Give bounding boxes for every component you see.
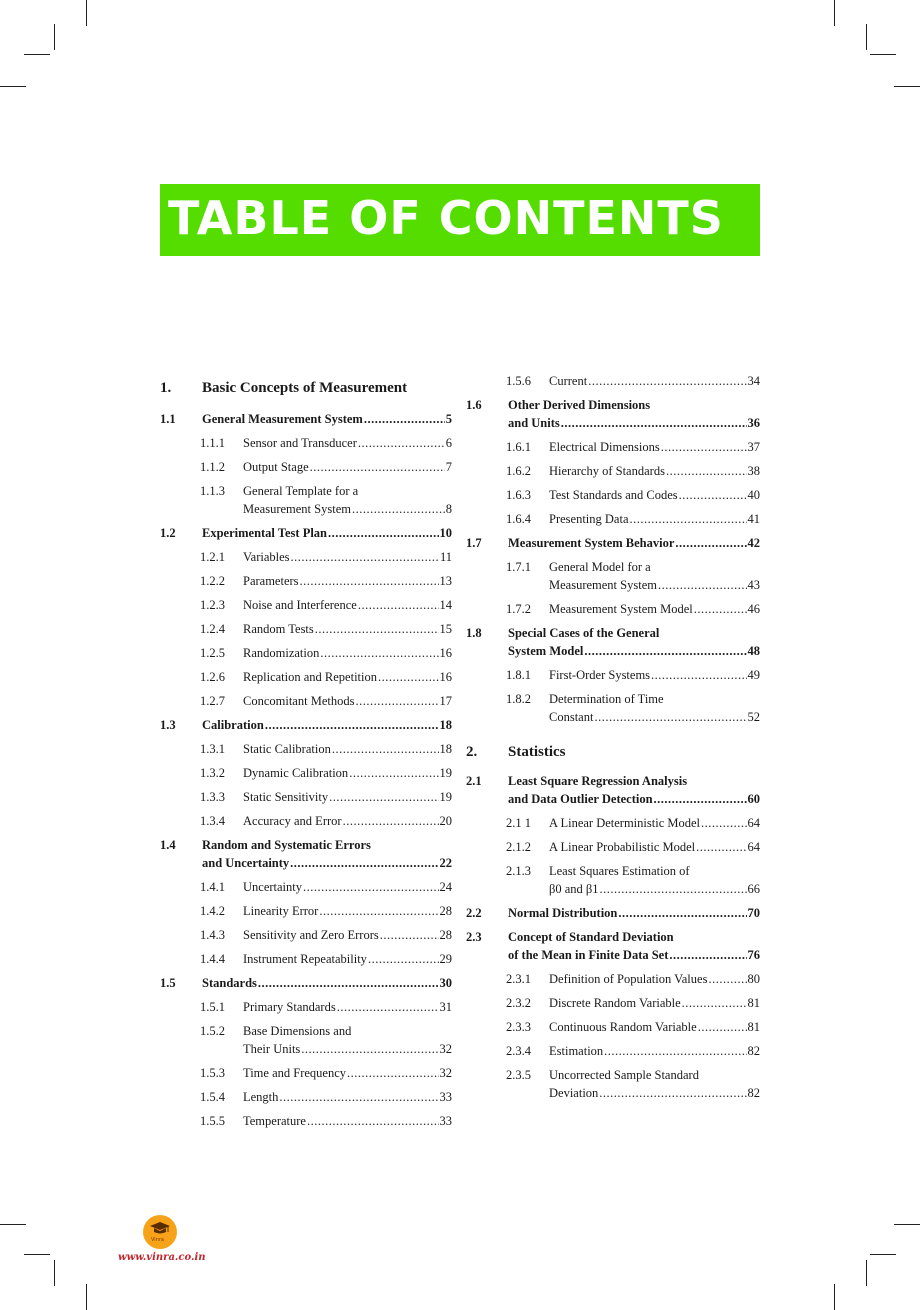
chapter-number: 2. [466, 744, 478, 760]
toc-subsection [466, 862, 760, 898]
dot-leader [315, 620, 439, 638]
entry-number: 1.5.3 [200, 1066, 225, 1080]
toc-entry-list [466, 772, 760, 1102]
toc-subsection [466, 1066, 760, 1102]
crop-mark [86, 0, 87, 26]
entry-number: 1.4.4 [200, 952, 225, 966]
entry-title: General Measurement System [202, 412, 363, 426]
entry-title: Randomization [243, 646, 320, 660]
page-number: 49 [747, 668, 760, 682]
crop-mark [24, 54, 50, 55]
entry-number: 1.6.2 [506, 464, 531, 478]
entry-number: 1.7.2 [506, 602, 531, 616]
entry-title: Constant [549, 710, 594, 724]
entry-number: 1.5.5 [200, 1114, 225, 1128]
toc-subsection [160, 620, 452, 638]
entry-number: 1.3.2 [200, 766, 225, 780]
dot-leader [708, 970, 746, 988]
chapter-heading [160, 376, 452, 400]
entry-number: 1.2.7 [200, 694, 225, 708]
page-number: 31 [439, 1000, 452, 1014]
toc-subsection [466, 814, 760, 832]
page-number: 70 [747, 906, 760, 920]
toc-subsection [160, 740, 452, 758]
entry-number: 2.3.2 [506, 996, 531, 1010]
dot-leader [300, 572, 439, 590]
entry-number: 1.3.1 [200, 742, 225, 756]
entry-number: 1.8 [466, 626, 482, 640]
entry-title: Random Tests [243, 622, 314, 636]
entry-title: Measurement System Behavior [508, 536, 675, 550]
entry-number: 1.1.3 [200, 484, 225, 498]
dot-leader [588, 372, 746, 390]
dot-leader [364, 410, 445, 428]
entry-number: 1.6.4 [506, 512, 531, 526]
dot-leader [682, 994, 747, 1012]
page-number: 5 [445, 412, 452, 426]
entry-title: Accuracy and Error [243, 814, 342, 828]
dot-leader [654, 790, 747, 808]
entry-number: 1.4.1 [200, 880, 225, 894]
toc-section [466, 624, 760, 660]
entry-number: 1.8.2 [506, 692, 531, 706]
entry-number: 1.5.1 [200, 1000, 225, 1014]
page-number: 8 [445, 502, 452, 516]
entry-title: General Template for a [243, 484, 359, 498]
toc-subsection [160, 878, 452, 896]
entry-title: Electrical Dimensions [549, 440, 660, 454]
entry-title: Static Sensitivity [243, 790, 329, 804]
dot-leader [604, 1042, 746, 1060]
dot-leader [320, 644, 438, 662]
entry-number: 1.2 [160, 526, 176, 540]
toc-subsection [160, 434, 452, 452]
page-number: 32 [439, 1066, 452, 1080]
entry-number: 1.1 [160, 412, 176, 426]
page-number: 30 [439, 976, 452, 990]
dot-leader [349, 764, 438, 782]
crop-mark [24, 1254, 50, 1255]
toc-section [466, 772, 760, 808]
entry-number: 1.2.1 [200, 550, 225, 564]
dot-leader [337, 998, 439, 1016]
toc-subsection [160, 1064, 452, 1082]
toc-subsection [160, 692, 452, 710]
page-number: 60 [747, 792, 760, 806]
entry-number: 2.1 [466, 774, 482, 788]
entry-title: Output Stage [243, 460, 309, 474]
dot-leader [380, 926, 439, 944]
entry-number: 1.7 [466, 536, 482, 550]
toc-section [466, 928, 760, 964]
toc-subsection [466, 838, 760, 856]
dot-leader [561, 414, 747, 432]
chapter-number: 1. [160, 380, 172, 396]
entry-title: Time and Frequency [243, 1066, 346, 1080]
entry-title: Other Derived Dimensions [508, 398, 651, 412]
page-number: 48 [747, 644, 760, 658]
page-number: 82 [747, 1044, 760, 1058]
toc-section [160, 410, 452, 428]
entry-number: 2.1.2 [506, 840, 531, 854]
toc-right-column [466, 372, 760, 1108]
toc-subsection [160, 596, 452, 614]
toc-subsection [160, 482, 452, 518]
title-banner [160, 184, 760, 256]
entry-title: Uncertainty [243, 880, 303, 894]
entry-title: Measurement System Model [549, 602, 693, 616]
page-number: 11 [439, 550, 452, 564]
toc-subsection [160, 1088, 452, 1106]
toc-entry-list [466, 372, 760, 726]
entry-number: 1.5 [160, 976, 176, 990]
entry-number: 2.1.3 [506, 864, 531, 878]
page-number: 82 [747, 1086, 760, 1100]
entry-title: Definition of Population Values [549, 972, 708, 986]
entry-number: 1.5.2 [200, 1024, 225, 1038]
dot-leader [701, 814, 746, 832]
entry-title: A Linear Probabilistic Model [549, 840, 696, 854]
entry-title: General Model for a [549, 560, 651, 574]
page-number: 16 [439, 646, 452, 660]
dot-leader [658, 576, 747, 594]
entry-title: Calibration [202, 718, 264, 732]
entry-title: Base Dimensions and [243, 1024, 352, 1038]
dot-leader [698, 1018, 747, 1036]
entry-number: 1.3.3 [200, 790, 225, 804]
page-number: 28 [439, 904, 452, 918]
page-number: 64 [747, 816, 760, 830]
dot-leader [290, 854, 438, 872]
dot-leader [584, 642, 746, 660]
entry-title: Parameters [243, 574, 299, 588]
page-number: 38 [747, 464, 760, 478]
toc-subsection [160, 572, 452, 590]
entry-number: 1.7.1 [506, 560, 531, 574]
dot-leader [594, 708, 746, 726]
page-number: 76 [747, 948, 760, 962]
entry-title: Standards [202, 976, 257, 990]
toc-subsection [466, 970, 760, 988]
toc-subsection [466, 462, 760, 480]
entry-title: Primary Standards [243, 1000, 336, 1014]
entry-number: 1.6.1 [506, 440, 531, 454]
dot-leader [303, 878, 438, 896]
dot-leader [310, 458, 445, 476]
entry-number: 2.1 1 [506, 816, 531, 830]
crop-mark [866, 1260, 867, 1286]
page-number: 29 [439, 952, 452, 966]
page-number: 15 [439, 622, 452, 636]
toc-left-column [160, 372, 452, 1136]
toc-subsection [466, 1018, 760, 1036]
dot-leader [258, 974, 439, 992]
entry-title: β0 and β1 [549, 882, 599, 896]
toc-section [466, 904, 760, 922]
dot-leader [378, 668, 439, 686]
entry-title: Noise and Interference [243, 598, 357, 612]
crop-mark [834, 0, 835, 26]
entry-title: Measurement System [243, 502, 351, 516]
entry-title: Continuous Random Variable [549, 1020, 697, 1034]
dot-leader [265, 716, 439, 734]
entry-title: First-Order Systems [549, 668, 651, 682]
entry-title: Current [549, 374, 588, 388]
page-number: 10 [439, 526, 452, 540]
page-number: 33 [439, 1090, 452, 1104]
dot-leader [343, 812, 439, 830]
entry-title: Length [243, 1090, 279, 1104]
dot-leader [328, 524, 438, 542]
entry-number: 1.6 [466, 398, 482, 412]
dot-leader [651, 666, 746, 684]
entry-number: 1.4.2 [200, 904, 225, 918]
dot-leader [669, 946, 746, 964]
toc-subsection [160, 950, 452, 968]
entry-title: Determination of Time [549, 692, 664, 706]
entry-number: 2.2 [466, 906, 482, 920]
page-number: 19 [439, 766, 452, 780]
logo-text: Vinra [151, 1237, 164, 1243]
entry-number: 1.1.1 [200, 436, 225, 450]
page-number: 18 [439, 742, 452, 756]
entry-title: System Model [508, 644, 584, 658]
page-number: 20 [439, 814, 452, 828]
page-number: 80 [747, 972, 760, 986]
entry-title: Variables [243, 550, 290, 564]
entry-title: and Data Outlier Detection [508, 792, 653, 806]
toc-subsection [466, 1042, 760, 1060]
entry-title: Concept of Standard Deviation [508, 930, 674, 944]
entry-title: Linearity Error [243, 904, 319, 918]
crop-mark [894, 86, 920, 87]
toc-subsection [160, 1112, 452, 1130]
entry-title: Estimation [549, 1044, 604, 1058]
toc-subsection [160, 998, 452, 1016]
page-number: 40 [747, 488, 760, 502]
toc-subsection [160, 668, 452, 686]
crop-mark [0, 1224, 26, 1225]
crop-mark [86, 1284, 87, 1310]
entry-number: 1.6.3 [506, 488, 531, 502]
toc-entry-list [160, 410, 452, 1130]
toc-subsection [160, 902, 452, 920]
page-number: 42 [747, 536, 760, 550]
page-number: 43 [747, 578, 760, 592]
toc-subsection [160, 1022, 452, 1058]
dot-leader [675, 534, 746, 552]
entry-title: Sensor and Transducer [243, 436, 357, 450]
entry-title: Deviation [549, 1086, 599, 1100]
page-number: 7 [445, 460, 452, 474]
dot-leader [368, 950, 439, 968]
entry-number: 1.2.3 [200, 598, 225, 612]
page-number: 28 [439, 928, 452, 942]
page-number: 81 [747, 996, 760, 1010]
entry-number: 1.8.1 [506, 668, 531, 682]
toc-subsection [466, 690, 760, 726]
entry-title: Least Squares Estimation of [549, 864, 690, 878]
page-number: 22 [439, 856, 452, 870]
entry-number: 2.3.3 [506, 1020, 531, 1034]
page-number: 32 [439, 1042, 452, 1056]
page-number: 18 [439, 718, 452, 732]
entry-number: 1.5.6 [506, 374, 531, 388]
entry-number: 2.3.1 [506, 972, 531, 986]
crop-mark [834, 1284, 835, 1310]
page-number: 24 [439, 880, 452, 894]
toc-subsection [466, 600, 760, 618]
page-number: 17 [439, 694, 452, 708]
dot-leader [666, 462, 747, 480]
page-number: 13 [439, 574, 452, 588]
crop-mark [870, 54, 896, 55]
crop-mark [866, 24, 867, 50]
dot-leader [319, 902, 438, 920]
entry-title: Discrete Random Variable [549, 996, 681, 1010]
toc-subsection [466, 994, 760, 1012]
chapter-title: Statistics [508, 744, 566, 760]
page-title: TABLE OF CONTENTS [168, 191, 724, 245]
entry-number: 1.2.4 [200, 622, 225, 636]
crop-mark [54, 24, 55, 50]
dot-leader [347, 1064, 439, 1082]
chapter-title: Basic Concepts of Measurement [202, 380, 408, 396]
entry-title: Temperature [243, 1114, 306, 1128]
dot-leader [307, 1112, 439, 1130]
dot-leader [291, 548, 439, 566]
crop-mark [0, 86, 26, 87]
toc-section [160, 524, 452, 542]
entry-number: 1.4 [160, 838, 176, 852]
toc-subsection [466, 486, 760, 504]
toc-section [160, 836, 452, 872]
toc-section [466, 396, 760, 432]
entry-title: Sensitivity and Zero Errors [243, 928, 379, 942]
page-number: 33 [439, 1114, 452, 1128]
toc-subsection [160, 812, 452, 830]
toc-subsection [466, 438, 760, 456]
dot-leader [630, 510, 747, 528]
entry-title: Hierarchy of Standards [549, 464, 665, 478]
entry-number: 1.2.2 [200, 574, 225, 588]
page-number: 36 [747, 416, 760, 430]
dot-leader [352, 500, 445, 518]
page-number: 52 [747, 710, 760, 724]
dot-leader [301, 1040, 438, 1058]
entry-title: and Units [508, 416, 560, 430]
entry-title: Test Standards and Codes [549, 488, 678, 502]
dot-leader [600, 880, 747, 898]
entry-number: 1.1.2 [200, 460, 225, 474]
toc-subsection [466, 510, 760, 528]
entry-title: Experimental Test Plan [202, 526, 328, 540]
toc-section [466, 534, 760, 552]
page-number: 81 [747, 1020, 760, 1034]
dot-leader [279, 1088, 438, 1106]
website-url: www.vinra.co.in [118, 1252, 206, 1263]
toc-subsection [160, 644, 452, 662]
page-number: 14 [439, 598, 452, 612]
dot-leader [696, 838, 746, 856]
publisher-logo [143, 1215, 177, 1249]
entry-title: Dynamic Calibration [243, 766, 349, 780]
toc-subsection [160, 458, 452, 476]
entry-number: 1.3 [160, 718, 176, 732]
entry-number: 2.3.5 [506, 1068, 531, 1082]
dot-leader [679, 486, 747, 504]
dot-leader [358, 434, 445, 452]
page-number: 16 [439, 670, 452, 684]
graduation-cap-icon [150, 1222, 170, 1235]
toc-subsection [160, 548, 452, 566]
page-number: 37 [747, 440, 760, 454]
chapter-heading [466, 740, 760, 764]
entry-title: Static Calibration [243, 742, 331, 756]
entry-number: 2.3.4 [506, 1044, 531, 1058]
toc-subsection [466, 372, 760, 390]
entry-title: of the Mean in Finite Data Set [508, 948, 669, 962]
page-number: 6 [445, 436, 452, 450]
entry-number: 1.2.5 [200, 646, 225, 660]
page-number: 19 [439, 790, 452, 804]
toc-section [160, 974, 452, 992]
toc-section [160, 716, 452, 734]
page-number: 66 [747, 882, 760, 896]
crop-mark [870, 1254, 896, 1255]
entry-number: 1.2.6 [200, 670, 225, 684]
entry-title: Replication and Repetition [243, 670, 377, 684]
page-number: 41 [747, 512, 760, 526]
page-number: 46 [747, 602, 760, 616]
crop-mark [894, 1224, 920, 1225]
entry-title: A Linear Deterministic Model [549, 816, 701, 830]
entry-title: Uncorrected Sample Standard [549, 1068, 699, 1082]
entry-title: Instrument Repeatability [243, 952, 367, 966]
dot-leader [694, 600, 747, 618]
entry-title: Special Cases of the General [508, 626, 660, 640]
entry-title: Measurement System [549, 578, 657, 592]
dot-leader [358, 596, 439, 614]
entry-title: Random and Systematic Errors [202, 838, 371, 852]
page-number: 34 [747, 374, 760, 388]
toc-subsection [160, 764, 452, 782]
dot-leader [329, 788, 438, 806]
entry-number: 1.3.4 [200, 814, 225, 828]
entry-title: Their Units [243, 1042, 301, 1056]
dot-leader [618, 904, 746, 922]
toc-subsection [466, 666, 760, 684]
dot-leader [661, 438, 747, 456]
dot-leader [599, 1084, 746, 1102]
crop-mark [54, 1260, 55, 1286]
toc-subsection [160, 926, 452, 944]
dot-leader [355, 692, 438, 710]
entry-title: and Uncertainty [202, 856, 290, 870]
entry-number: 1.5.4 [200, 1090, 225, 1104]
entry-title: Concomitant Methods [243, 694, 355, 708]
page-number: 64 [747, 840, 760, 854]
entry-title: Presenting Data [549, 512, 629, 526]
dot-leader [332, 740, 439, 758]
toc-subsection [466, 558, 760, 594]
entry-number: 1.4.3 [200, 928, 225, 942]
entry-number: 2.3 [466, 930, 482, 944]
entry-title: Normal Distribution [508, 906, 618, 920]
entry-title: Least Square Regression Analysis [508, 774, 688, 788]
toc-subsection [160, 788, 452, 806]
